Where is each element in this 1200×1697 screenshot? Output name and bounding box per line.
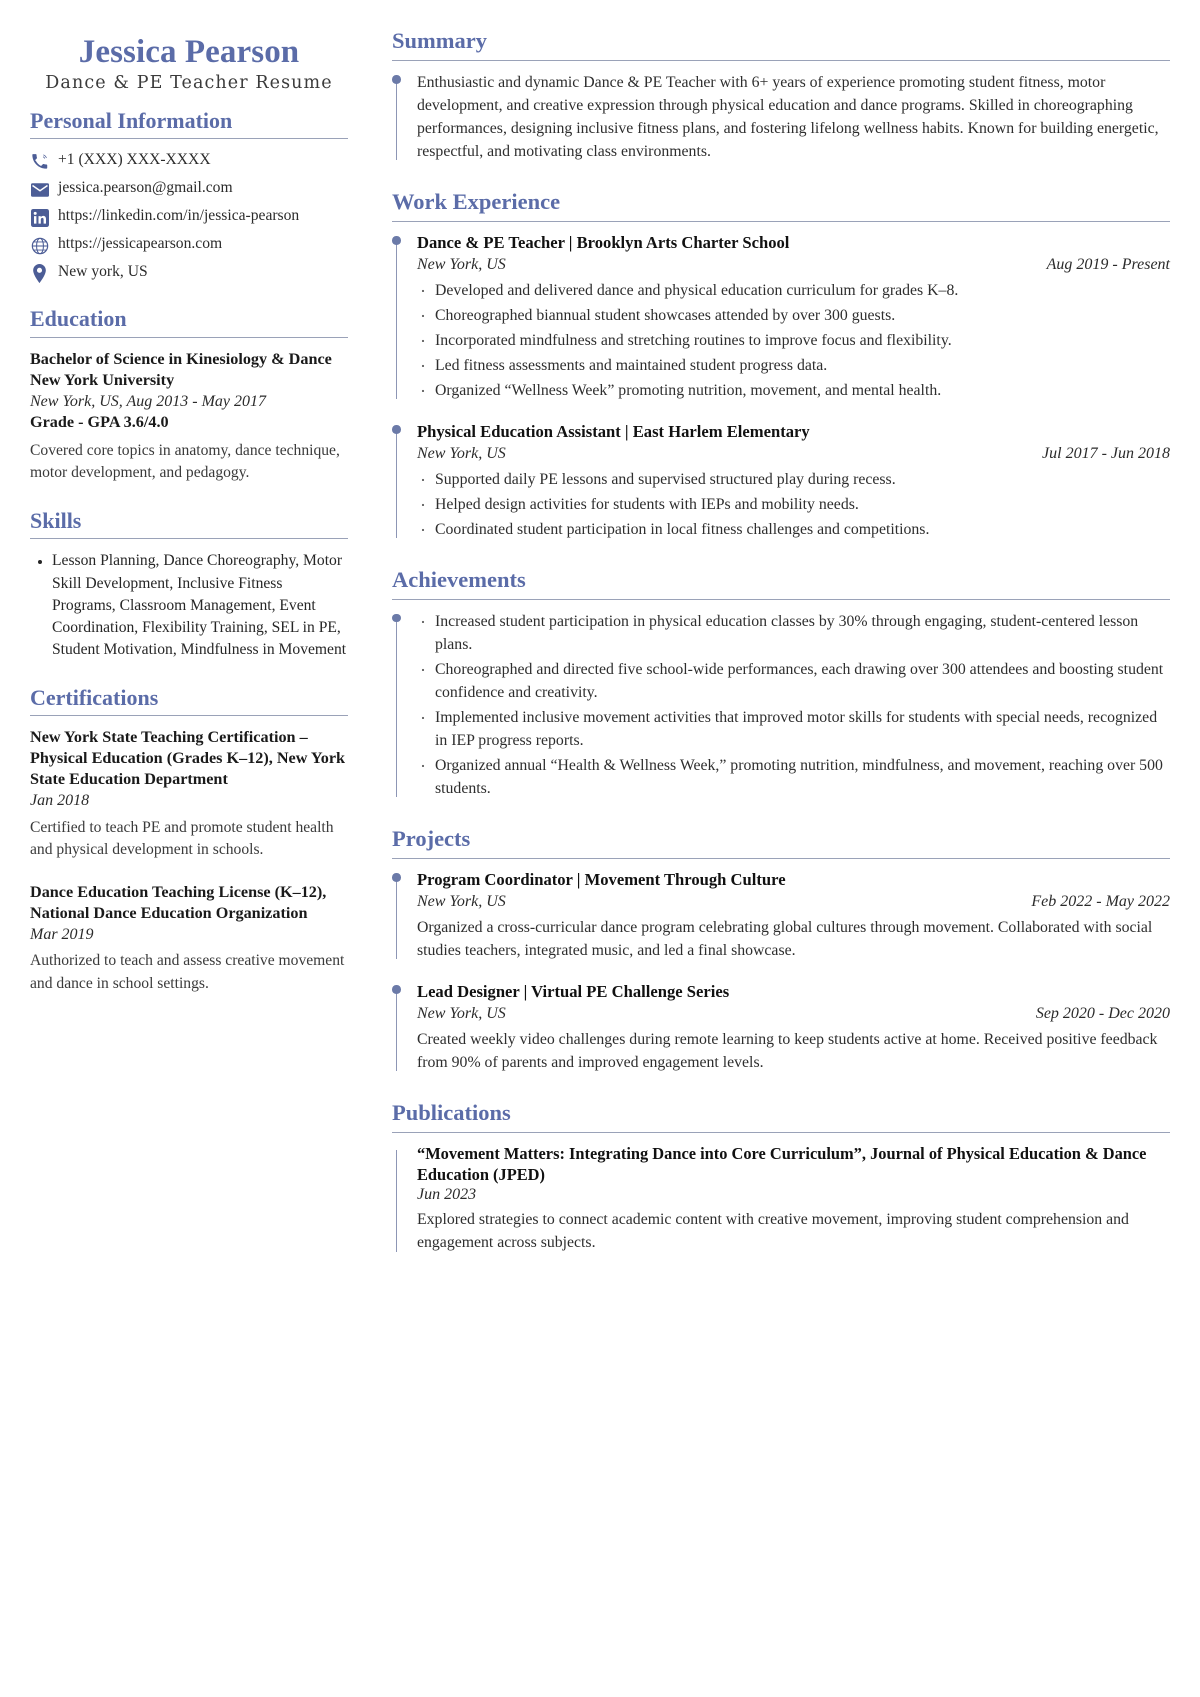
list-item: · Led fitness assessments and maintained student progress data.: [417, 354, 1170, 377]
publication-date: Jun 2023: [417, 1186, 477, 1204]
work-entry-title: Physical Education Assistant | East Harlem Elementary: [417, 422, 810, 442]
globe-icon: [30, 236, 49, 255]
contact-linkedin[interactable]: [30, 206, 348, 227]
list-item: · Supported daily PE lessons and supervised structured play during recess.: [417, 468, 1170, 491]
work-entry: [392, 232, 1170, 402]
certification-item: [30, 882, 348, 995]
certification-title: Dance Education Teaching License (K–12), National Dance Education Organization: [30, 882, 327, 922]
divider: [392, 599, 1170, 600]
section-title-education: Education: [30, 306, 127, 332]
list-item: · Helped design activities for students with IEPs and mobility needs.: [417, 493, 1170, 516]
education-grade: Grade - GPA 3.6/4.0: [30, 413, 169, 432]
section-title-personal-information: Personal Information: [30, 107, 233, 133]
list-item: · Organized annual “Health & Wellness Week,” promoting nutrition, mindfulness, and movement, reaching over 500 students.: [417, 754, 1170, 800]
work-entry-date: Aug 2019 - Present: [1046, 255, 1170, 273]
education-meta: New York, US, Aug 2013 - May 2017: [30, 393, 266, 411]
divider: [30, 138, 348, 139]
header-block: [30, 34, 348, 93]
section-education: [30, 305, 348, 484]
section-title-projects: Projects: [392, 826, 471, 852]
skills-list: [30, 550, 348, 661]
project-entry-meta: [417, 893, 1170, 911]
publication-title: “Movement Matters: Integrating Dance into Core Curriculum”, Journal of Physical Education & Dance Education (JPED): [417, 1143, 1147, 1185]
divider: [392, 60, 1170, 61]
project-entry: [392, 981, 1170, 1074]
divider: [392, 221, 1170, 222]
section-personal-information: [30, 107, 348, 284]
section-title-achievements: Achievements: [392, 566, 526, 592]
contact-email-text: jessica.pearson@gmail.com: [58, 179, 233, 197]
summary-timeline: [392, 71, 1170, 163]
summary-text: Enthusiastic and dynamic Dance & PE Teacher with 6+ years of experience promoting student fitness, motor development, and creative expression through physical education and dance programs. Skilled in choreographing performances, designing inclusive fitness plans, and fostering lifelong wellness habits. Known for building energetic, respectful, and motivating class environments.: [417, 74, 1159, 161]
work-entry-bullets: [417, 279, 1170, 402]
work-entry-meta: [417, 256, 1170, 274]
contact-phone-text: +1 (XXX) XXX-XXXX: [58, 151, 211, 169]
section-projects: [392, 826, 1170, 1073]
list-item: · Choreographed and directed five school-wide performances, each drawing over 300 attendees and boosting student confidence and creativity.: [417, 658, 1170, 704]
divider: [392, 858, 1170, 859]
section-title-publications: Publications: [392, 1099, 511, 1125]
certification-item: [30, 727, 348, 862]
work-entry-location: New York, US: [417, 255, 506, 273]
project-entry-title: Lead Designer | Virtual PE Challenge Series: [417, 982, 730, 1002]
project-entry-location: New York, US: [417, 1004, 506, 1022]
divider: [30, 538, 348, 539]
email-icon: [30, 180, 49, 199]
project-entry-title: Program Coordinator | Movement Through Culture: [417, 870, 786, 890]
section-work-experience: [392, 189, 1170, 541]
certification-description: Authorized to teach and assess creative movement and dance in school settings.: [30, 952, 345, 992]
education-description: Covered core topics in anatomy, dance technique, motor development, and pedagogy.: [30, 441, 340, 482]
section-title-certifications: Certifications: [30, 684, 159, 710]
education-school: New York University: [30, 371, 175, 390]
project-entry-description: Created weekly video challenges during remote learning to keep students active at home. Received positive feedback from 90% of parents and improved engagement levels.: [417, 1030, 1158, 1071]
certification-title: New York State Teaching Certification – Physical Education (Grades K–12), New York State Education Department: [30, 728, 346, 789]
section-skills: [30, 507, 348, 662]
certification-date: Jan 2018: [30, 792, 90, 810]
divider: [30, 337, 348, 338]
publication-entry: [392, 1143, 1170, 1255]
work-entry-meta: [417, 445, 1170, 463]
work-entry-bullets: [417, 468, 1170, 541]
work-entry-date: Jul 2017 - Jun 2018: [1042, 444, 1170, 462]
section-title-skills: Skills: [30, 507, 82, 533]
project-entry-location: New York, US: [417, 892, 506, 910]
phone-icon: [30, 152, 49, 171]
project-entry-date: Feb 2022 - May 2022: [1031, 892, 1170, 910]
section-achievements: [392, 567, 1170, 801]
list-item: · Developed and delivered dance and physical education curriculum for grades K–8.: [417, 279, 1170, 302]
list-item: · Organized “Wellness Week” promoting nutrition, movement, and mental health.: [417, 379, 1170, 402]
publication-description: Explored strategies to connect academic content with creative movement, improving student comprehension and engagement across subjects.: [417, 1211, 1129, 1252]
contact-location: [30, 262, 348, 283]
list-item: · Choreographed biannual student showcases attended by over 300 guests.: [417, 304, 1170, 327]
divider: [392, 1132, 1170, 1133]
project-entry-date: Sep 2020 - Dec 2020: [1035, 1004, 1170, 1022]
education-degree: Bachelor of Science in Kinesiology & Dance: [30, 349, 332, 368]
candidate-subtitle: Dance & PE Teacher Resume: [45, 72, 333, 93]
divider: [30, 715, 348, 716]
section-summary: [392, 28, 1170, 163]
right-column: [370, 28, 1170, 1677]
project-entry: [392, 869, 1170, 962]
contact-phone[interactable]: [30, 150, 348, 171]
linkedin-icon: [30, 208, 49, 227]
list-item: · Coordinated student participation in local fitness challenges and competitions.: [417, 518, 1170, 541]
list-item: · Implemented inclusive movement activities that improved motor skills for students with special needs, recognized in IEP progress reports.: [417, 706, 1170, 752]
left-column: [30, 28, 370, 1677]
section-title-work-experience: Work Experience: [392, 189, 561, 215]
contact-linkedin-text: https://linkedin.com/in/jessica-pearson: [58, 207, 300, 225]
section-publications: [392, 1100, 1170, 1255]
contact-location-text: New york, US: [58, 263, 148, 281]
project-entry-meta: [417, 1005, 1170, 1023]
section-certifications: [30, 684, 348, 995]
project-entry-description: Organized a cross-curricular dance program celebrating global cultures through movement. Collaborated with social studies teachers, integrated music, and led a final showcase.: [417, 918, 1153, 959]
achievements-list: [417, 610, 1170, 801]
certification-date: Mar 2019: [30, 925, 94, 943]
list-item: • Lesson Planning, Dance Choreography, Motor Skill Development, Inclusive Fitness Programs, Classroom Management, Event Coordination, Flexibility Training, SEL in PE, Student Motivation, Mindfulness in Movement: [52, 550, 348, 661]
list-item: · Increased student participation in physical education classes by 30% through engaging, student-centered lesson plans.: [417, 610, 1170, 656]
contact-website-text: https://jessicapearson.com: [58, 235, 223, 253]
work-entry: [392, 421, 1170, 541]
contact-email[interactable]: [30, 178, 348, 199]
list-item: · Incorporated mindfulness and stretching routines to improve focus and flexibility.: [417, 329, 1170, 352]
candidate-name: Jessica Pearson: [78, 34, 300, 70]
achievements-timeline: [392, 610, 1170, 801]
certification-description: Certified to teach PE and promote student health and physical development in schools.: [30, 818, 334, 859]
location-pin-icon: [30, 264, 49, 283]
work-entry-location: New York, US: [417, 444, 506, 462]
section-title-summary: Summary: [392, 28, 487, 53]
contact-website[interactable]: [30, 234, 348, 255]
work-entry-title: Dance & PE Teacher | Brooklyn Arts Charter School: [417, 233, 790, 253]
